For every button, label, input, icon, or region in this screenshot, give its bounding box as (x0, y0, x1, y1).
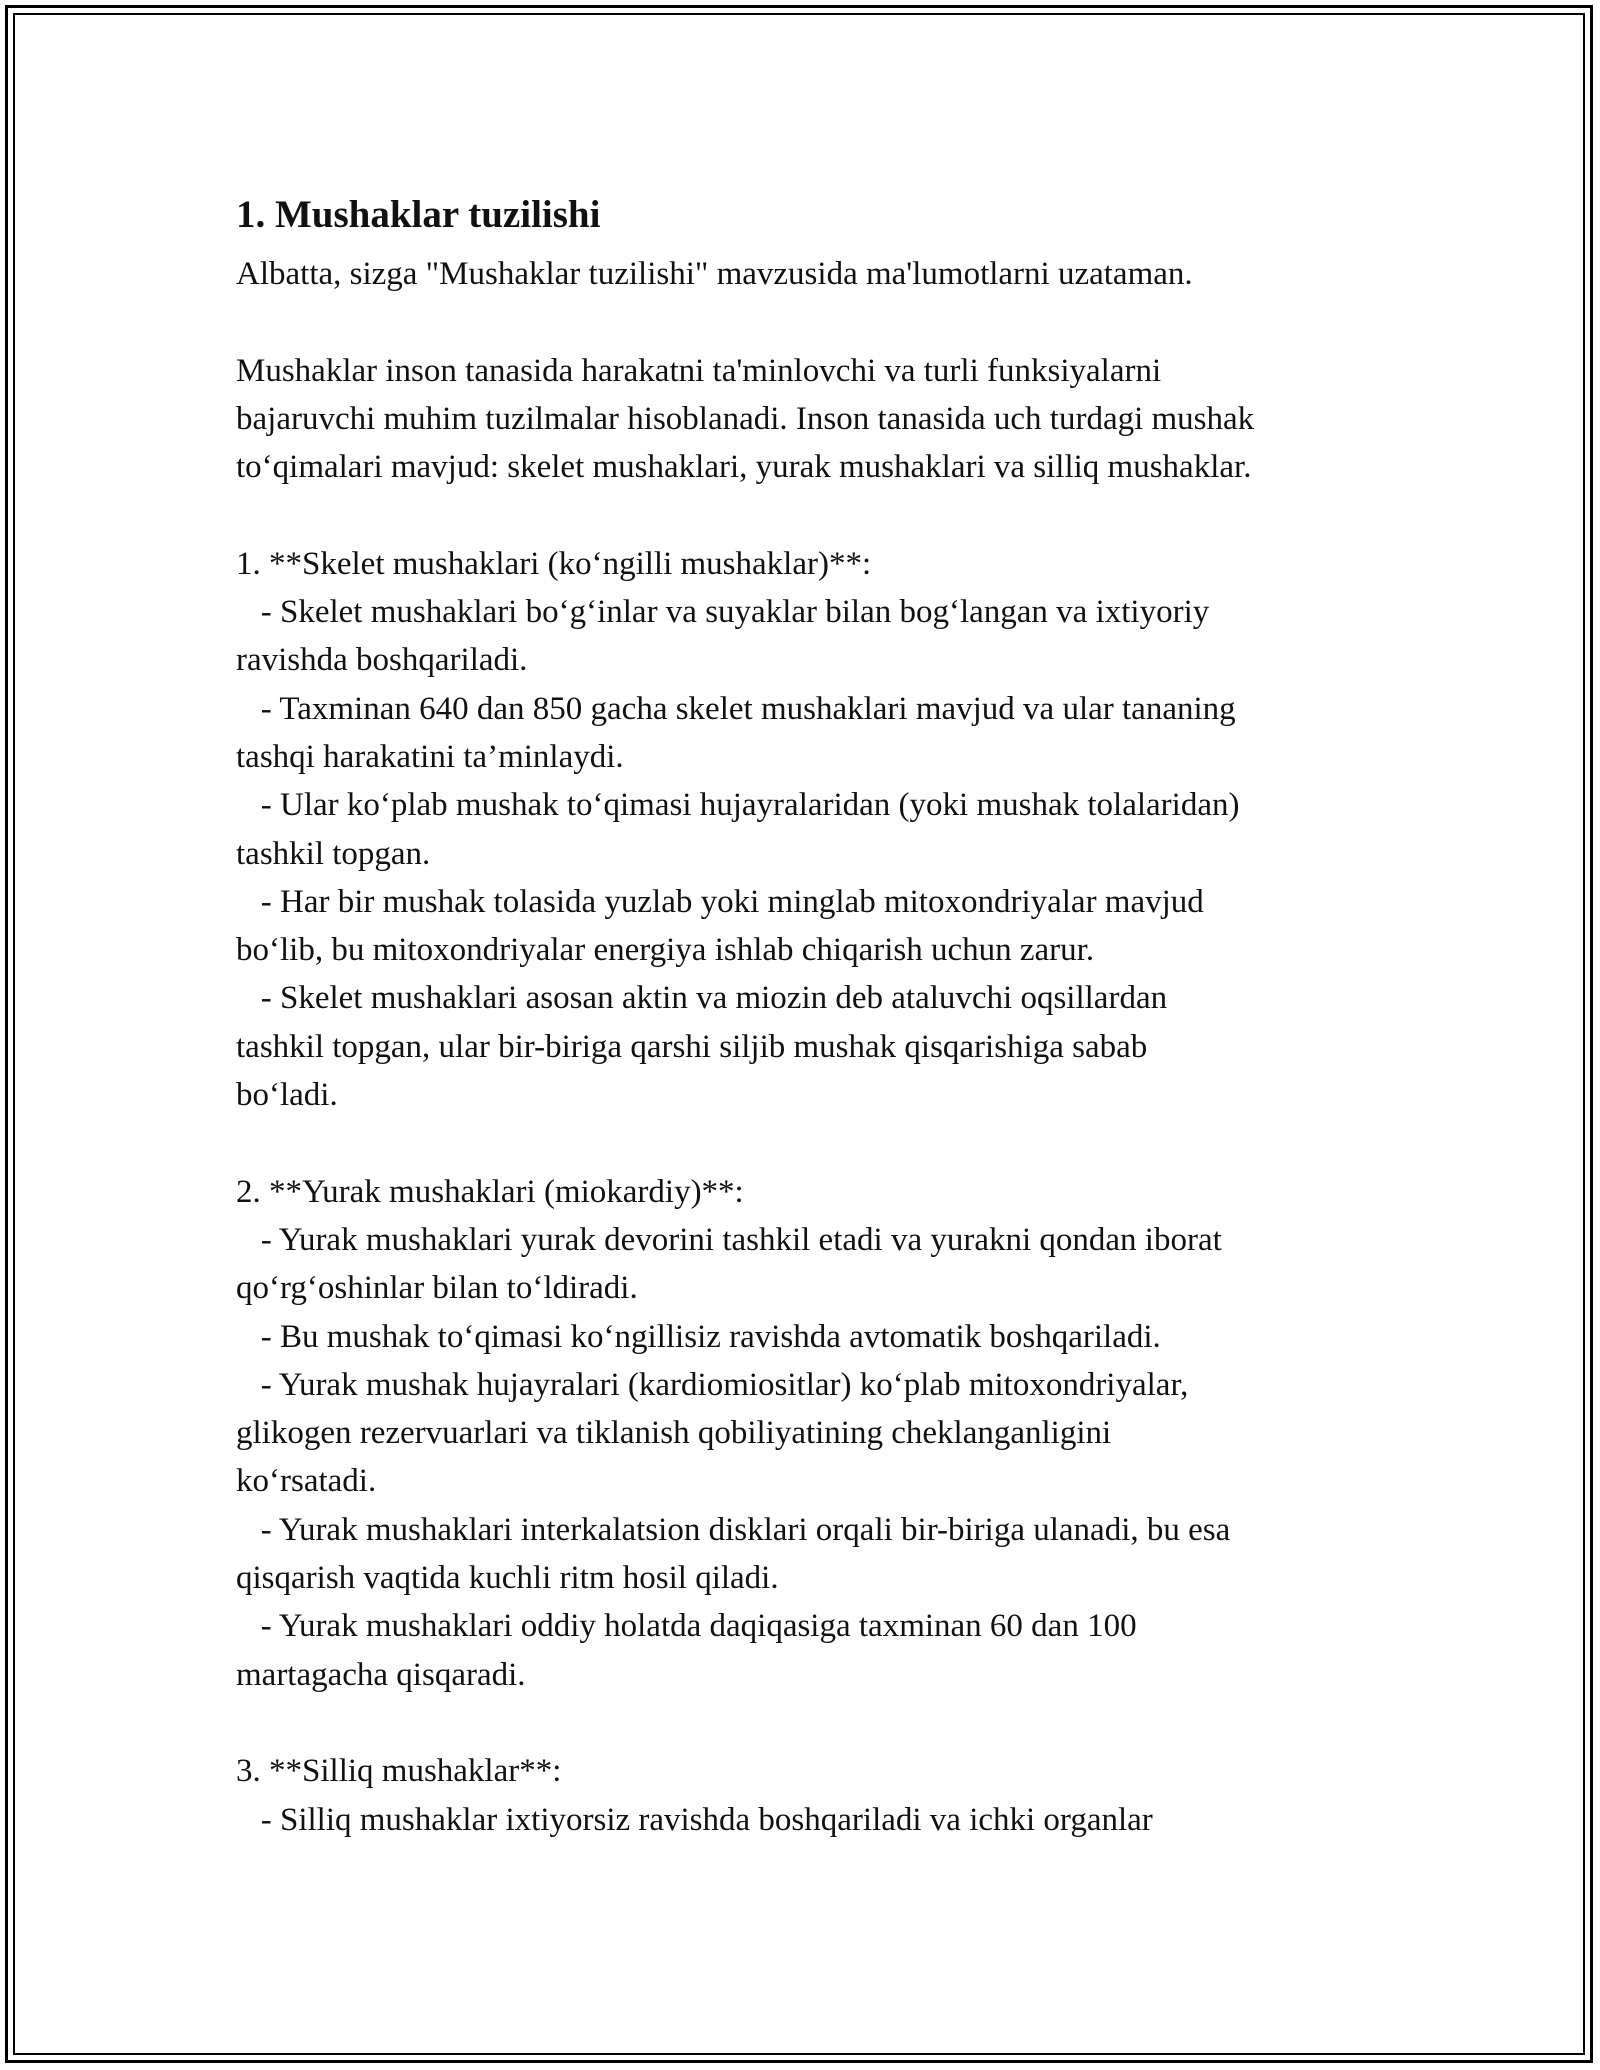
list-item: - Yurak mushaklari interkalatsion disklari orqali bir-biriga ulanadi, bu esa qisqarish vaqtida kuchli ritm hosil qiladi. (236, 1511, 1231, 1597)
list-item: - Ular ko‘plab mushak to‘qimasi hujayralaridan (yoki mushak tolalaridan) tashkil topgan. (236, 787, 1240, 872)
list-item: - Yurak mushak hujayralari (kardiomiositlar) ko‘plab mitoxondriyalar, glikogen rezervuarlari va tiklanish qobiliyatining cheklanganligini ko‘rsatadi. (236, 1366, 1189, 1500)
document-body (236, 180, 1406, 1844)
list-item: - Taxminan 640 dan 850 gacha skelet mushaklari mavjud va ular tananing tashqi harakatini ta’minlaydi. (236, 690, 1236, 775)
list-item: - Silliq mushaklar ixtiyorsiz ravishda boshqariladi va ichki organlar (236, 1801, 1153, 1838)
list-item: - Har bir mushak tolasida yuzlab yoki minglab mitoxondriyalar mavjud bo‘lib, bu mitoxondriyalar energiya ishlab chiqarish uchun zarur. (236, 883, 1204, 969)
list-item: - Bu mushak to‘qimasi ko‘ngillisiz ravishda avtomatik boshqariladi. (236, 1318, 1161, 1355)
list-item: - Skelet mushaklari asosan aktin va miozin deb ataluvchi oqsillardan tashkil topgan, ular bir-biriga qarshi siljib mushak qisqarishiga sabab bo‘ladi. (236, 980, 1168, 1114)
list-item: - Yurak mushaklari yurak devorini tashkil etadi va yurakni qondan iborat qo‘rg‘oshinlar bilan to‘ldiradi. (236, 1221, 1222, 1307)
overview-paragraph: Mushaklar inson tanasida harakatni ta'minlovchi va turli funksiyalarni bajaruvchi muhim tuzilmalar hisoblanadi. Inson tanasida uch turdagi mushak to‘qimalari mavjud: skelet mushaklari, yurak mushaklari va silliq mushaklar. (236, 352, 1255, 486)
paragraph-spacer (236, 491, 1406, 539)
list-item: - Yurak mushaklari oddiy holatda daqiqasiga taxminan 60 dan 100 martagacha qisqaradi. (236, 1608, 1137, 1693)
list-item: - Skelet mushaklari bo‘g‘inlar va suyaklar bilan bog‘langan va ixtiyoriy ravishda boshqariladi. (236, 594, 1210, 679)
section-heading-smooth: 3. **Silliq mushaklar**: (236, 1753, 562, 1790)
paragraph-spacer (236, 1119, 1406, 1167)
section-heading-cardiac: 2. **Yurak mushaklari (miokardiy)**: (236, 1173, 744, 1210)
section-heading-skeletal: 1. **Skelet mushaklari (ko‘ngilli mushaklar)**: (236, 545, 872, 582)
paragraph-spacer (236, 298, 1406, 346)
paragraph-spacer (236, 1699, 1406, 1747)
intro-paragraph: Albatta, sizga "Mushaklar tuzilishi" mavzusida ma'lumotlarni uzataman. (236, 256, 1193, 292)
page-title: 1. Mushaklar tuzilishi (236, 193, 601, 236)
